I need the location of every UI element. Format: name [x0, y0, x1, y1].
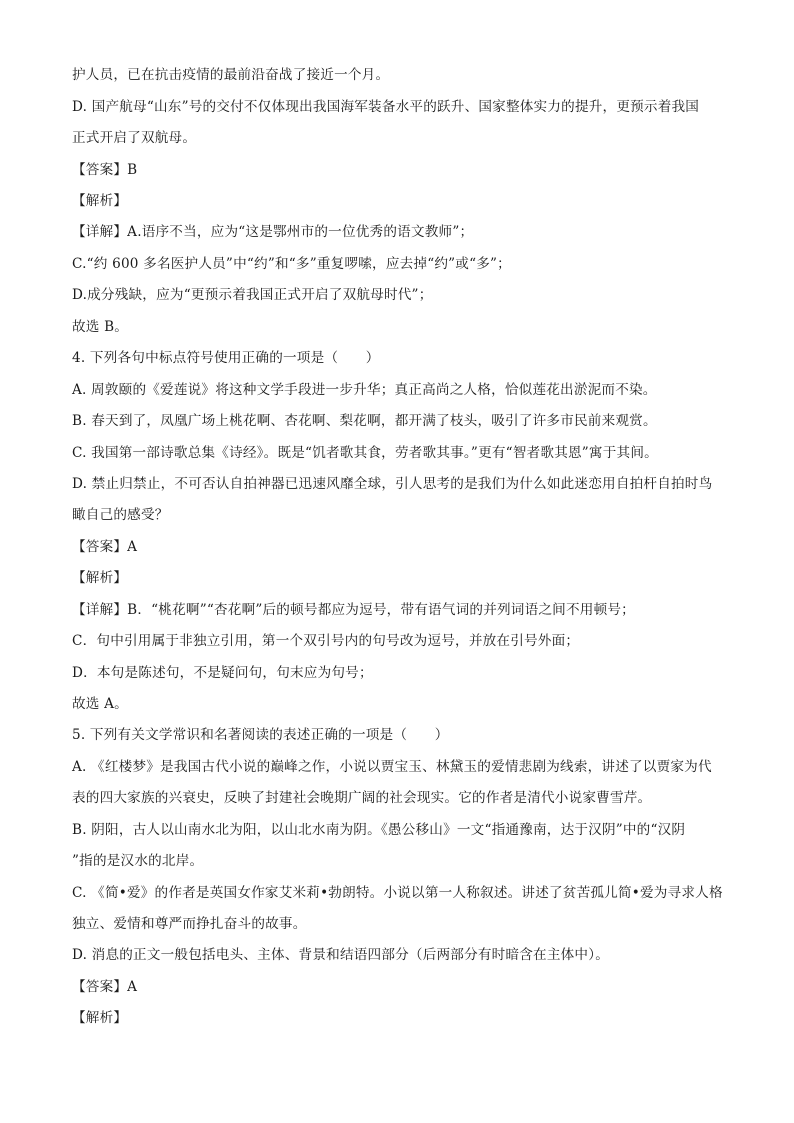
- analysis-label-q4: 【解析】: [72, 570, 128, 586]
- question-4-option-a: A. 周敦颐的《爱莲说》将这种文学手段进一步升华；真正高尚之人格，恰似莲花出淤泥而不染。: [72, 382, 657, 398]
- detail-q3-c: C.“约 600 多名医护人员”中“约”和“多”重复啰嗦，应去掉“约”或“多”；: [72, 256, 511, 272]
- question-5-option-c: C. 《简•爱》的作者是英国女作家艾米莉•勃朗特。小说以第一人称叙述。讲述了贫苦孤儿简•爱为寻求人格: [72, 885, 723, 901]
- question-5-option-a: A. 《红楼梦》是我国古代小说的巅峰之作，小说以贾宝玉、林黛玉的爱情悲剧为线索，讲述了以贾家为代: [72, 759, 712, 775]
- question-4-option-b: B. 春天到了，凤凰广场上桃花啊、杏花啊、梨花啊，都开满了枝头，吸引了许多市民前来观赏。: [72, 413, 657, 429]
- text-line-option-d-cont: 正式开启了双航母。: [72, 130, 197, 146]
- question-5-option-d: D. 消息的正文一般包括电头、主体、背景和结语四部分（后两部分有时暗含在主体中）。: [72, 947, 610, 963]
- detail-q4-d: D．本句是陈述句，不是疑问句，句末应为句号；: [72, 665, 373, 681]
- question-5-option-b: B. 阴阳，古人以山南水北为阳，以山北水南为阴。《愚公移山》一文“指通豫南，达于汉阴”中的“汉阴: [72, 822, 686, 838]
- answer-label-q3: 【答案】B: [72, 162, 138, 178]
- detail-q4-c: C．句中引用属于非独立引用，第一个双引号内的句号改为逗号，并放在引号外面；: [72, 633, 580, 649]
- analysis-label-q3: 【解析】: [72, 193, 128, 209]
- conclusion-q4: 故选 A。: [72, 696, 128, 712]
- conclusion-q3: 故选 B。: [72, 319, 129, 335]
- detail-q3-a: 【详解】A.语序不当，应为“这是鄂州市的一位优秀的语文教师”；: [72, 224, 474, 240]
- question-5-option-b-cont: ”指的是汉水的北岸。: [72, 853, 204, 869]
- answer-label-q4: 【答案】A: [72, 539, 138, 555]
- question-4-option-d: D. 禁止归禁止，不可否认自拍神器已迅速风靡全球，引人思考的是我们为什么如此迷恋用自拍杆自拍时鸟: [72, 476, 713, 492]
- detail-q4-b: 【详解】B．“桃花啊”“杏花啊”后的顿号都应为逗号，带有语气词的并列词语之间不用顿号；: [72, 602, 635, 618]
- question-4-stem: 4. 下列各句中标点符号使用正确的一项是（ ）: [72, 350, 380, 366]
- analysis-label-q5: 【解析】: [72, 1010, 128, 1026]
- answer-label-q5: 【答案】A: [72, 979, 138, 995]
- question-4-option-d-cont: 瞰自己的感受？: [72, 507, 169, 523]
- question-4-option-c: C. 我国第一部诗歌总集《诗经》。既是“饥者歌其食，劳者歌其事。”更有“智者歌其恩”寓于其间。: [72, 445, 658, 461]
- text-line-prev-option-c-end: 护人员，已在抗击疫情的最前沿奋战了接近一个月。: [72, 67, 390, 83]
- detail-q3-d: D.成分残缺，应为“更预示着我国正式开启了双航母时代”；: [72, 287, 433, 303]
- question-5-option-a-cont: 表的四大家族的兴衰史，反映了封建社会晚期广阔的社会现实。它的作者是清代小说家曹雪芹。: [72, 790, 652, 806]
- text-line-option-d: D. 国产航母“山东”号的交付不仅体现出我国海军装备水平的跃升、国家整体实力的提升，更预示着我国: [72, 99, 700, 115]
- question-5-option-c-cont: 独立、爱情和尊严而挣扎奋斗的故事。: [72, 916, 307, 932]
- question-5-stem: 5. 下列有关文学常识和名著阅读的表述正确的一项是（ ）: [72, 727, 449, 743]
